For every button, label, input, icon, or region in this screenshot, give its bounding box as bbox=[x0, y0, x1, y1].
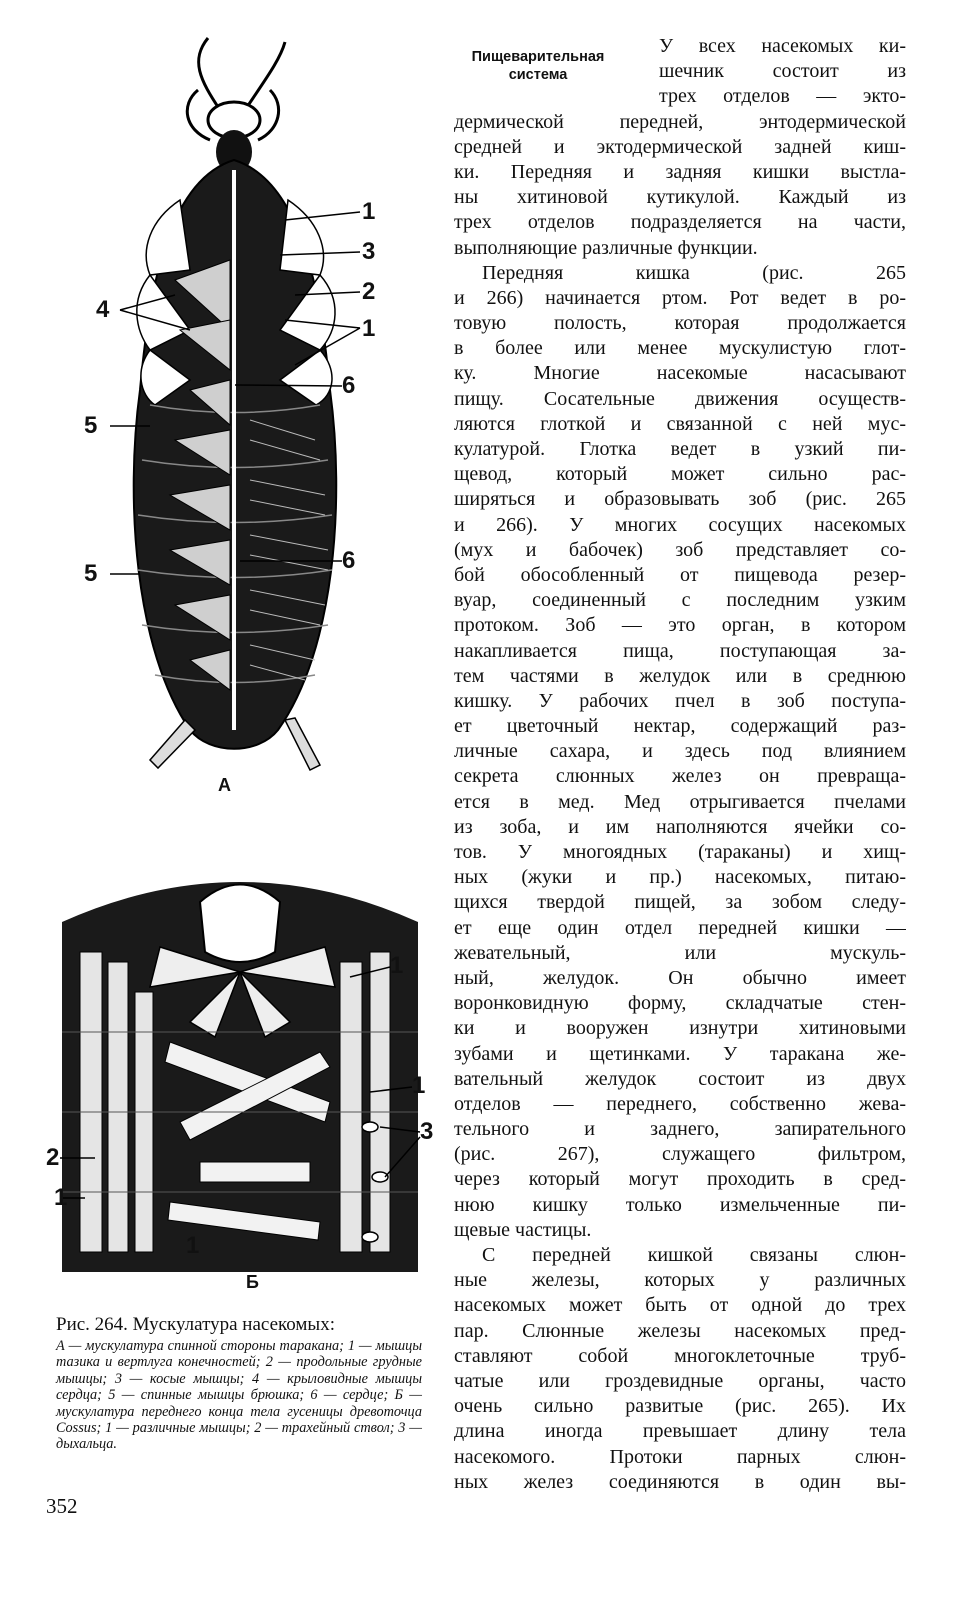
text-line: и 266) начинается ртом. Рот ведет в ро- bbox=[454, 286, 906, 309]
text-line: насекомых может быть от одной до трех bbox=[454, 1294, 906, 1317]
text-line: ный, желудок. Он обычно имеет bbox=[454, 966, 906, 989]
text-line: средней и эктодермической задней киш- bbox=[454, 135, 906, 158]
text-line: ных желез соединяются в один вы- bbox=[454, 1470, 906, 1493]
text-line: отделов — переднего, собственно жева- bbox=[454, 1092, 906, 1115]
text-line: шечник состоит из bbox=[659, 60, 906, 83]
callout-b-1-left: 1 bbox=[54, 1184, 68, 1211]
text-line: бой обособленный от пищевода резер- bbox=[454, 563, 906, 586]
text-line: ки. Передняя и задняя кишки выстла- bbox=[454, 160, 906, 183]
text-line: щихся твердой пищей, за зобом следу- bbox=[454, 891, 906, 914]
text-line: в более или менее мускулистую глот- bbox=[454, 337, 906, 360]
paragraph-1 bbox=[454, 34, 906, 261]
text-line: У всех насекомых ки- bbox=[659, 35, 906, 57]
text-line: длина иногда превышает длину тела bbox=[454, 1420, 906, 1443]
text-line: (мух и бабочек) зоб представляет со- bbox=[454, 538, 906, 561]
text-line: зубами и щетинками. У таракана же- bbox=[454, 1042, 906, 1065]
text-line: ны хитиновой кутикулой. Каждый из bbox=[454, 186, 906, 209]
figure-a-letter: А bbox=[218, 775, 231, 795]
callout-2: 2 bbox=[362, 278, 376, 305]
callout-b-1-bottom: 1 bbox=[186, 1232, 200, 1259]
text-line: тов. У многоядных (тараканы) и хищ- bbox=[454, 841, 906, 863]
callout-1-lower: 1 bbox=[362, 315, 376, 342]
figure-a-cockroach-musculature bbox=[80, 30, 390, 800]
callout-6-upper: 6 bbox=[342, 372, 356, 399]
section-heading-line-2: система bbox=[508, 67, 568, 83]
text-line: щевые частицы. bbox=[454, 1218, 592, 1241]
text-line: ет еще один отдел передней кишки — bbox=[454, 916, 906, 939]
text-line: ных (жуки и пр.) насекомых, питаю- bbox=[454, 866, 906, 889]
callout-5-upper: 5 bbox=[84, 412, 98, 439]
figure-b-letter: Б bbox=[246, 1272, 259, 1292]
section-heading-line-1: Пищеварительная bbox=[471, 49, 605, 65]
text-line: тельного и заднего, запирательного bbox=[454, 1118, 906, 1141]
text-line: через который могут проходить в сред- bbox=[454, 1168, 906, 1191]
figure-a-drawing bbox=[80, 30, 390, 800]
text-line: ет цветочный нектар, содержащий раз- bbox=[454, 715, 906, 738]
page-number: 352 bbox=[46, 1494, 78, 1518]
text-line: выполняющие различные функции. bbox=[454, 236, 758, 259]
callout-6-lower: 6 bbox=[342, 547, 356, 574]
text-line: щевод, который может сильно рас- bbox=[454, 463, 906, 486]
text-line: ширяться и образовывать зоб (рис. 265 bbox=[454, 488, 906, 511]
text-line: товую полость, которая продолжается bbox=[454, 312, 906, 335]
callout-3: 3 bbox=[362, 238, 376, 265]
figure-caption bbox=[56, 1314, 422, 1453]
callout-4: 4 bbox=[96, 296, 110, 323]
callout-b-1-right: 1 bbox=[412, 1072, 426, 1099]
figure-b-caterpillar-musculature bbox=[40, 862, 440, 1292]
paragraph-2 bbox=[454, 261, 906, 1243]
callout-b-1-upper: 1 bbox=[390, 952, 404, 979]
text-line: трех отделов — экто- bbox=[659, 85, 906, 108]
body-text-column bbox=[454, 34, 906, 1495]
figure-b-drawing bbox=[40, 862, 440, 1282]
text-line: пищу. Сосательные движения осуществ- bbox=[454, 387, 906, 410]
text-line: кулатурой. Глотка ведет в узкий пи- bbox=[454, 438, 906, 460]
text-line: ные железы, которых у различных bbox=[454, 1269, 906, 1292]
text-line: ки и вооружен изнутри хитиновыми bbox=[454, 1017, 906, 1040]
text-line: вательный желудок состоит из двух bbox=[454, 1067, 906, 1090]
text-line: накапливается пища, поступающая за- bbox=[454, 639, 906, 662]
callout-b-2: 2 bbox=[46, 1144, 60, 1171]
text-line: воронковидную форму, складчатые стен- bbox=[454, 992, 906, 1015]
text-line: насекомого. Протоки парных слюн- bbox=[454, 1445, 906, 1468]
paragraph-3 bbox=[454, 1243, 906, 1495]
text-line: С передней кишкой связаны слюн- bbox=[482, 1244, 906, 1266]
text-line: кишку. У рабочих пчел в зоб поступа- bbox=[454, 689, 906, 712]
text-line: ется в мед. Мед отрыгивается пчелами bbox=[454, 790, 906, 813]
text-line: личные сахара, и здесь под влиянием bbox=[454, 740, 906, 763]
text-line: очень сильно развитые (рис. 265). Их bbox=[454, 1395, 906, 1418]
text-line: чатые или гроздевидные органы, часто bbox=[454, 1369, 906, 1392]
caption-title: Рис. 264. Мускулатура насекомых: bbox=[56, 1314, 335, 1335]
text-line: ляются глоткой и связанной с ней мус- bbox=[454, 412, 906, 435]
text-line: тем частями в желудок или в среднюю bbox=[454, 664, 906, 687]
text-line: дермической передней, энтодермической bbox=[454, 110, 906, 133]
callout-1-upper: 1 bbox=[362, 198, 376, 225]
text-line: протоком. Зоб — это орган, в котором bbox=[454, 614, 906, 637]
callout-b-3: 3 bbox=[420, 1118, 434, 1145]
text-line: жевательный, или мускуль- bbox=[454, 941, 906, 964]
text-line: вуар, соединенный с последним узким bbox=[454, 589, 906, 612]
callout-5-lower: 5 bbox=[84, 560, 98, 587]
text-line: секрета слюнных желез он превраща- bbox=[454, 765, 906, 788]
text-line: из зоба, и им наполняются ячейки со- bbox=[454, 815, 906, 838]
text-line: трех отделов подразделяется на части, bbox=[454, 211, 906, 234]
text-line: пар. Слюнные железы насекомых пред- bbox=[454, 1319, 906, 1342]
text-line: Передняя кишка (рис. 265 bbox=[482, 261, 906, 284]
text-line: и 266). У многих сосущих насекомых bbox=[454, 513, 906, 536]
text-line: ку. Многие насекомые насасывают bbox=[454, 362, 906, 385]
text-line: нюю кишку только измельченные пи- bbox=[454, 1193, 906, 1216]
text-line: (рис. 267), служащего фильтром, bbox=[454, 1143, 906, 1166]
text-line: ставляют собой многоклеточные труб- bbox=[454, 1344, 906, 1367]
caption-body: А — мускулатура спинной стороны таракана; 1 — мышцы тазика и вертлуга конечностей; 2 — продольные грудные мышцы; 3 — косые мышцы; 4 — крыловидные мышцы сердца; 5 — спинные мышцы брюшка; 6 — сердце; Б — мускулатура переднего конца тела гусеницы древоточца Cossus; 1 — различные мышцы; 2 — трахейный ствол; 3 — дыхальца. bbox=[56, 1338, 422, 1453]
